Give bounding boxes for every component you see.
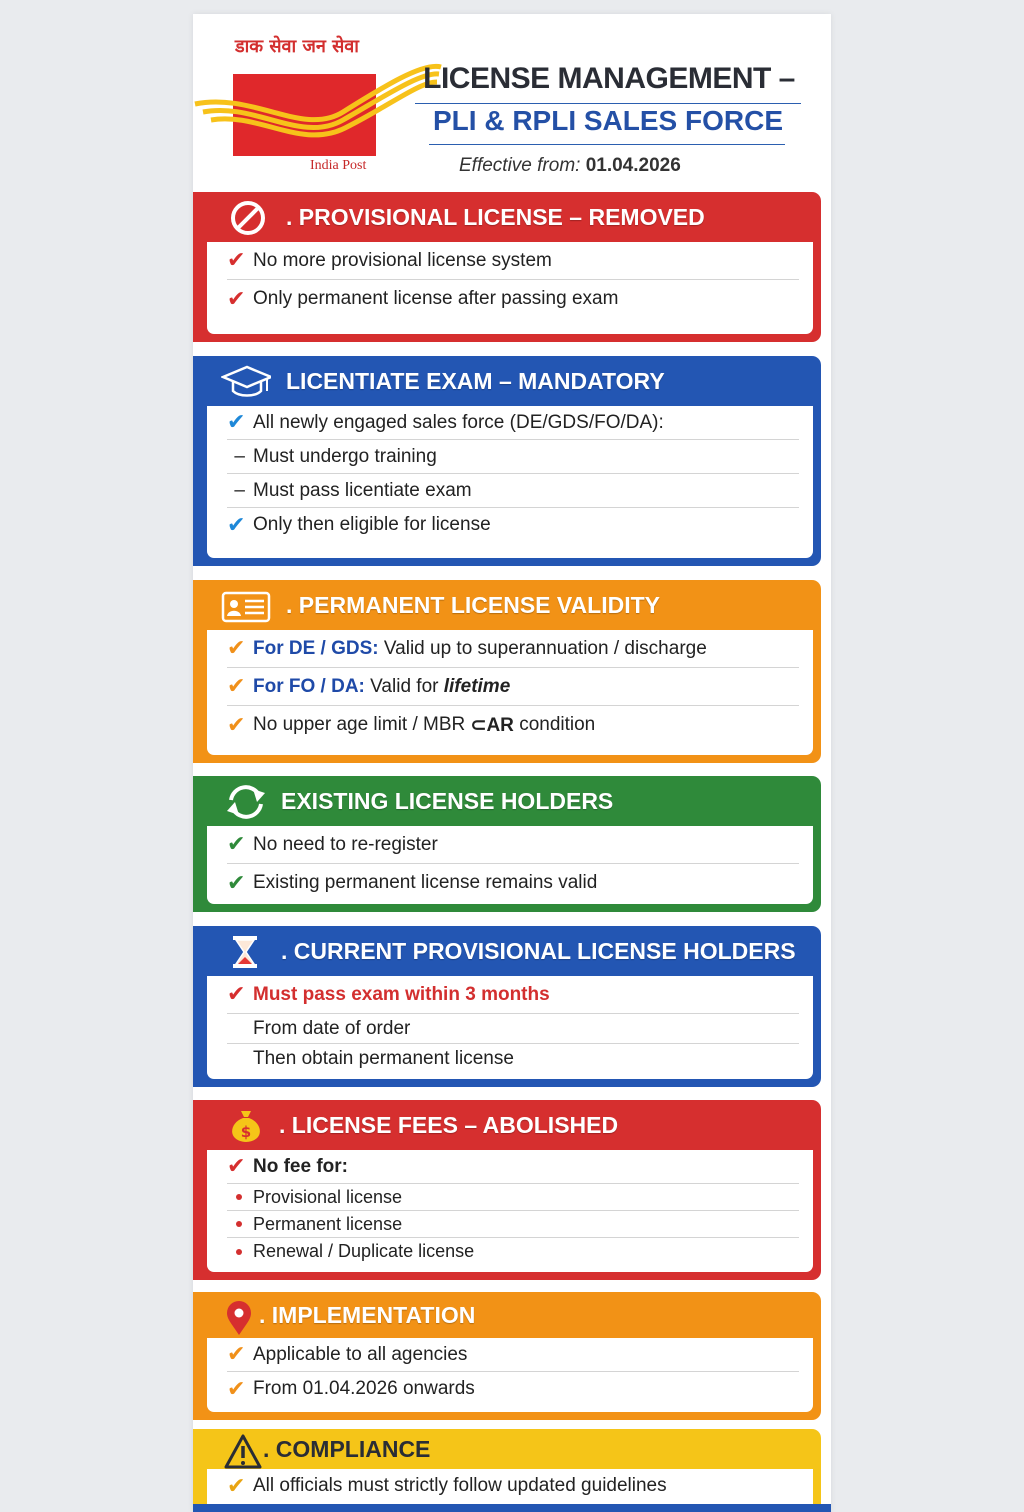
- section-title: . PERMANENT LICENSE VALIDITY: [286, 592, 660, 618]
- list-item: Permanent license: [227, 1211, 799, 1238]
- check-icon: ✔: [227, 512, 246, 538]
- logo-swoosh-icon: [193, 42, 443, 152]
- section-licentiate-exam: [193, 356, 821, 566]
- header: [193, 14, 831, 192]
- subtitle-divider: [429, 144, 785, 145]
- check-icon: ✔: [227, 1342, 246, 1367]
- section-title: EXISTING LICENSE HOLDERS: [281, 788, 614, 814]
- section-title: LICENTIATE EXAM – MANDATORY: [286, 368, 665, 394]
- svg-text:$: $: [240, 1123, 252, 1141]
- title-divider: [415, 103, 801, 104]
- section-implementation: [193, 1292, 821, 1420]
- section-provisional-license: [193, 192, 821, 342]
- list-item: – Must undergo training: [227, 440, 799, 474]
- section-title: . LICENSE FEES – ABOLISHED: [279, 1112, 619, 1138]
- check-icon: ✔: [227, 286, 246, 312]
- section-license-fees: [193, 1100, 821, 1280]
- graduation-cap-icon: [221, 363, 271, 401]
- bullet-icon: [227, 1194, 251, 1200]
- list-item: From date of order: [227, 1014, 799, 1044]
- list-item: ✔ All newly engaged sales force (DE/GDS/FO/DA):: [227, 406, 799, 440]
- list-item: ✔ No need to re-register: [227, 826, 799, 864]
- bottom-bar: [193, 1504, 831, 1512]
- page-subtitle: PLI & RPLI SALES FORCE: [432, 105, 784, 136]
- section-current-provisional: [193, 926, 821, 1087]
- list-item: ✔ For FO / DA: Valid for lifetime: [227, 668, 799, 706]
- check-icon: ✔: [227, 1376, 246, 1402]
- section-title: . CURRENT PROVISIONAL LICENSE HOLDERS: [281, 938, 796, 964]
- list-item: ✔ No upper age limit / MBR ⊂AR condition: [227, 712, 596, 738]
- list-item: ✔ No more provisional license system: [227, 242, 799, 280]
- effective-label: Effective from:: [459, 155, 581, 176]
- section-license-validity: [193, 580, 821, 763]
- list-item: ✔ Must pass exam within 3 months: [227, 976, 799, 1014]
- effective-date: [459, 155, 681, 177]
- bullet-icon: [227, 1221, 251, 1227]
- check-icon: ✔: [227, 712, 246, 738]
- infographic-page: [193, 14, 831, 1512]
- id-card-icon: [221, 587, 271, 625]
- check-icon: ✔: [227, 870, 246, 896]
- list-item: ✔ From 01.04.2026 onwards: [227, 1376, 475, 1402]
- effective-value: 01.04.2026: [585, 155, 681, 176]
- list-item: Then obtain permanent license: [253, 1048, 514, 1069]
- india-post-logo: [193, 32, 443, 182]
- list-item: – Must pass licentiate exam: [227, 474, 799, 508]
- check-icon: ✔: [227, 410, 246, 435]
- logo-english-text: India Post: [310, 158, 367, 173]
- list-item: ✔ No fee for:: [227, 1150, 799, 1184]
- section-compliance: [193, 1429, 821, 1512]
- hourglass-icon: [221, 933, 271, 971]
- check-icon: ✔: [227, 674, 246, 699]
- page-title: LICENSE MANAGEMENT –: [423, 62, 795, 95]
- bullet-icon: [227, 1249, 251, 1255]
- check-icon: ✔: [227, 832, 246, 857]
- list-item: ✔ Only then eligible for license: [227, 512, 491, 538]
- section-title: . PROVISIONAL LICENSE – REMOVED: [286, 204, 705, 230]
- check-icon: ✔: [227, 636, 246, 661]
- no-entry-icon: [221, 199, 271, 237]
- check-icon: ✔: [227, 248, 246, 273]
- logo-hindi-text: डाक सेवा जन सेवा: [235, 36, 359, 57]
- refresh-icon: [221, 783, 271, 821]
- check-icon: ✔: [227, 1154, 246, 1179]
- money-bag-icon: [221, 1107, 271, 1145]
- list-item: ✔ All officials must strictly follow updated guidelines: [227, 1473, 667, 1499]
- list-item: ✔ Existing permanent license remains valid: [227, 870, 598, 896]
- list-item: Provisional license: [227, 1184, 799, 1211]
- list-item: Renewal / Duplicate license: [227, 1238, 799, 1265]
- section-title: . IMPLEMENTATION: [259, 1302, 476, 1328]
- check-icon: ✔: [227, 982, 246, 1007]
- list-item: ✔ Applicable to all agencies: [227, 1338, 799, 1372]
- section-existing-holders: [193, 776, 821, 912]
- list-item: ✔ Only permanent license after passing exam: [227, 286, 619, 312]
- section-title: . COMPLIANCE: [263, 1436, 431, 1462]
- list-item: ✔ For DE / GDS: Valid up to superannuation / discharge: [227, 630, 799, 668]
- check-icon: ✔: [227, 1473, 246, 1499]
